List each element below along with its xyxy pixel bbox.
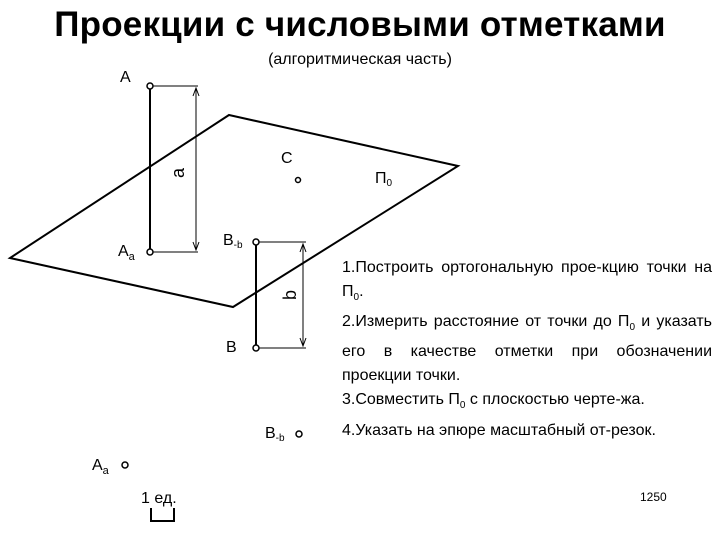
label-a-projection: $A_a$	[118, 243, 135, 263]
scale-segment	[151, 508, 174, 521]
label-epure-a: $A_a$	[92, 457, 109, 477]
slide-subtitle: (алгоритмическая часть)	[268, 51, 452, 68]
epure-point-a	[122, 462, 128, 468]
step-1: 1.Построить ортогональную прое-кцию точки на $П_0$.	[342, 259, 712, 304]
slide-title: Проекции с числовыми отметками	[54, 5, 666, 44]
label-epure-b: B-b	[265, 425, 285, 444]
slide-number: 1250	[640, 490, 667, 504]
point-b	[253, 345, 259, 351]
label-c: C	[281, 150, 293, 167]
step-4: 4.Указать на эпюре масштабный от-резок.	[342, 421, 656, 439]
label-a-distance: a	[168, 167, 188, 179]
label-scale: 1 ед.	[141, 490, 177, 507]
point-a-projection	[147, 249, 153, 255]
label-b: B	[226, 339, 237, 356]
label-b-projection: B-b	[223, 232, 243, 251]
algorithm-steps	[342, 256, 712, 443]
label-plane-p0: П0	[375, 170, 393, 189]
point-b-projection	[253, 239, 259, 245]
step-3: 3.Совместить $П_0$ с плоскостью черте-жа.	[342, 391, 645, 412]
label-b-distance: b	[280, 289, 300, 301]
point-c	[296, 178, 301, 183]
label-a: A	[120, 69, 131, 86]
point-a	[147, 83, 153, 89]
step-2: 2.Измерить расстояние от точки до $П_0$ и указать его в качестве отметки при обозначении проекции точки.	[342, 313, 712, 385]
epure-point-b	[296, 431, 302, 437]
